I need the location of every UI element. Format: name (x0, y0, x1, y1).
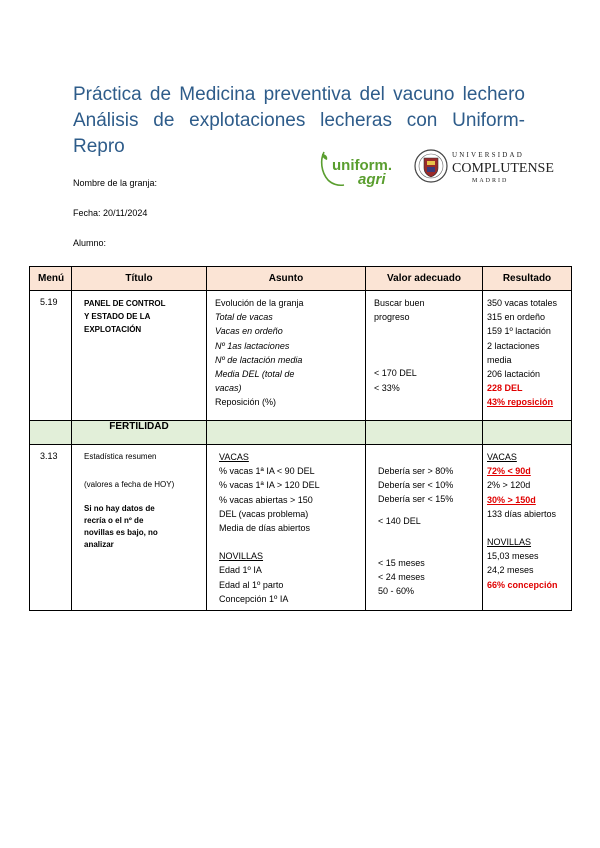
row2-titulo: Estadística resumen (valores a fecha de HOY) Si no hay datos de recría o el nº de novillas es bajo, no analizar (72, 445, 207, 611)
svg-text:UNIVERSIDAD: UNIVERSIDAD (452, 151, 525, 159)
alert-del: 228 DEL (487, 383, 523, 394)
alert-reposicion: 43% reposición (487, 397, 554, 408)
header-menu: Menú (30, 267, 72, 291)
row1-titulo: PANEL DE CONTROL Y ESTADO DE LA EXPLOTACIÓN (72, 291, 207, 421)
row1-menu: 5.19 (30, 291, 72, 421)
row2-asunto: VACAS % vacas 1ª IA < 90 DEL % vacas 1ª IA > 120 DEL % vacas abiertas > 150 DEL (vacas problema) Media de días abiertos NOVILLAS Edad 1º IA Edad al 1º parto Concepción 1º IA (207, 445, 366, 611)
svg-text:uniform.: uniform. (332, 157, 392, 174)
svg-text:COMPLUTENSE: COMPLUTENSE (452, 161, 554, 176)
alert-ia-90: 72% < 90d (487, 466, 531, 477)
uniform-agri-logo (318, 148, 400, 190)
row2-resultado: VACAS 72% < 90d 2% > 120d 30% > 150d 133 días abiertos NOVILLAS 15,03 meses 24,2 meses 66% concepción (483, 445, 572, 611)
row2-menu: 3.13 (30, 445, 72, 611)
row1-asunto: Evolución de la granja Total de vacas Vacas en ordeño Nº 1as lactaciones Nº de lactación media Media DEL (total de vacas) Reposición (%) (207, 291, 366, 421)
table-header-row (30, 267, 572, 291)
table-row (30, 291, 572, 421)
header-resultado: Resultado (483, 267, 572, 291)
row1-resultado: 350 vacas totales 315 en ordeño 159 1º lactación 2 lactaciones media 206 lactación 228 DEL 43% reposición (483, 291, 572, 421)
header-asunto: Asunto (207, 267, 366, 291)
header-valor: Valor adecuado (366, 267, 483, 291)
ucm-logo (414, 146, 554, 186)
row2-valor: Debería ser > 80% Debería ser < 10% Debería ser < 15% < 140 DEL < 15 meses < 24 meses 50 - 60% (366, 445, 483, 611)
header-titulo: Título (72, 267, 207, 291)
fecha-label: Fecha: 20/11/2024 (73, 208, 148, 218)
alert-concepcion: 66% concepción (487, 579, 558, 590)
section-label: FERTILIDAD (72, 421, 207, 445)
row1-valor: Buscar buen progreso < 170 DEL < 33% (366, 291, 483, 421)
granja-label: Nombre de la granja: (73, 178, 158, 188)
svg-text:MADRID: MADRID (472, 178, 509, 184)
table-row (30, 445, 572, 611)
alumno-label: Alumno: (73, 238, 107, 248)
section-row-fertilidad (30, 421, 572, 445)
results-table (29, 266, 572, 611)
alert-abiertas-150: 30% > 150d (487, 494, 536, 505)
svg-text:agri: agri (358, 171, 386, 188)
document-title: Práctica de Medicina preventiva del vacuno lechero Análisis de explotaciones lecheras con Uniform-Repro (73, 84, 525, 157)
